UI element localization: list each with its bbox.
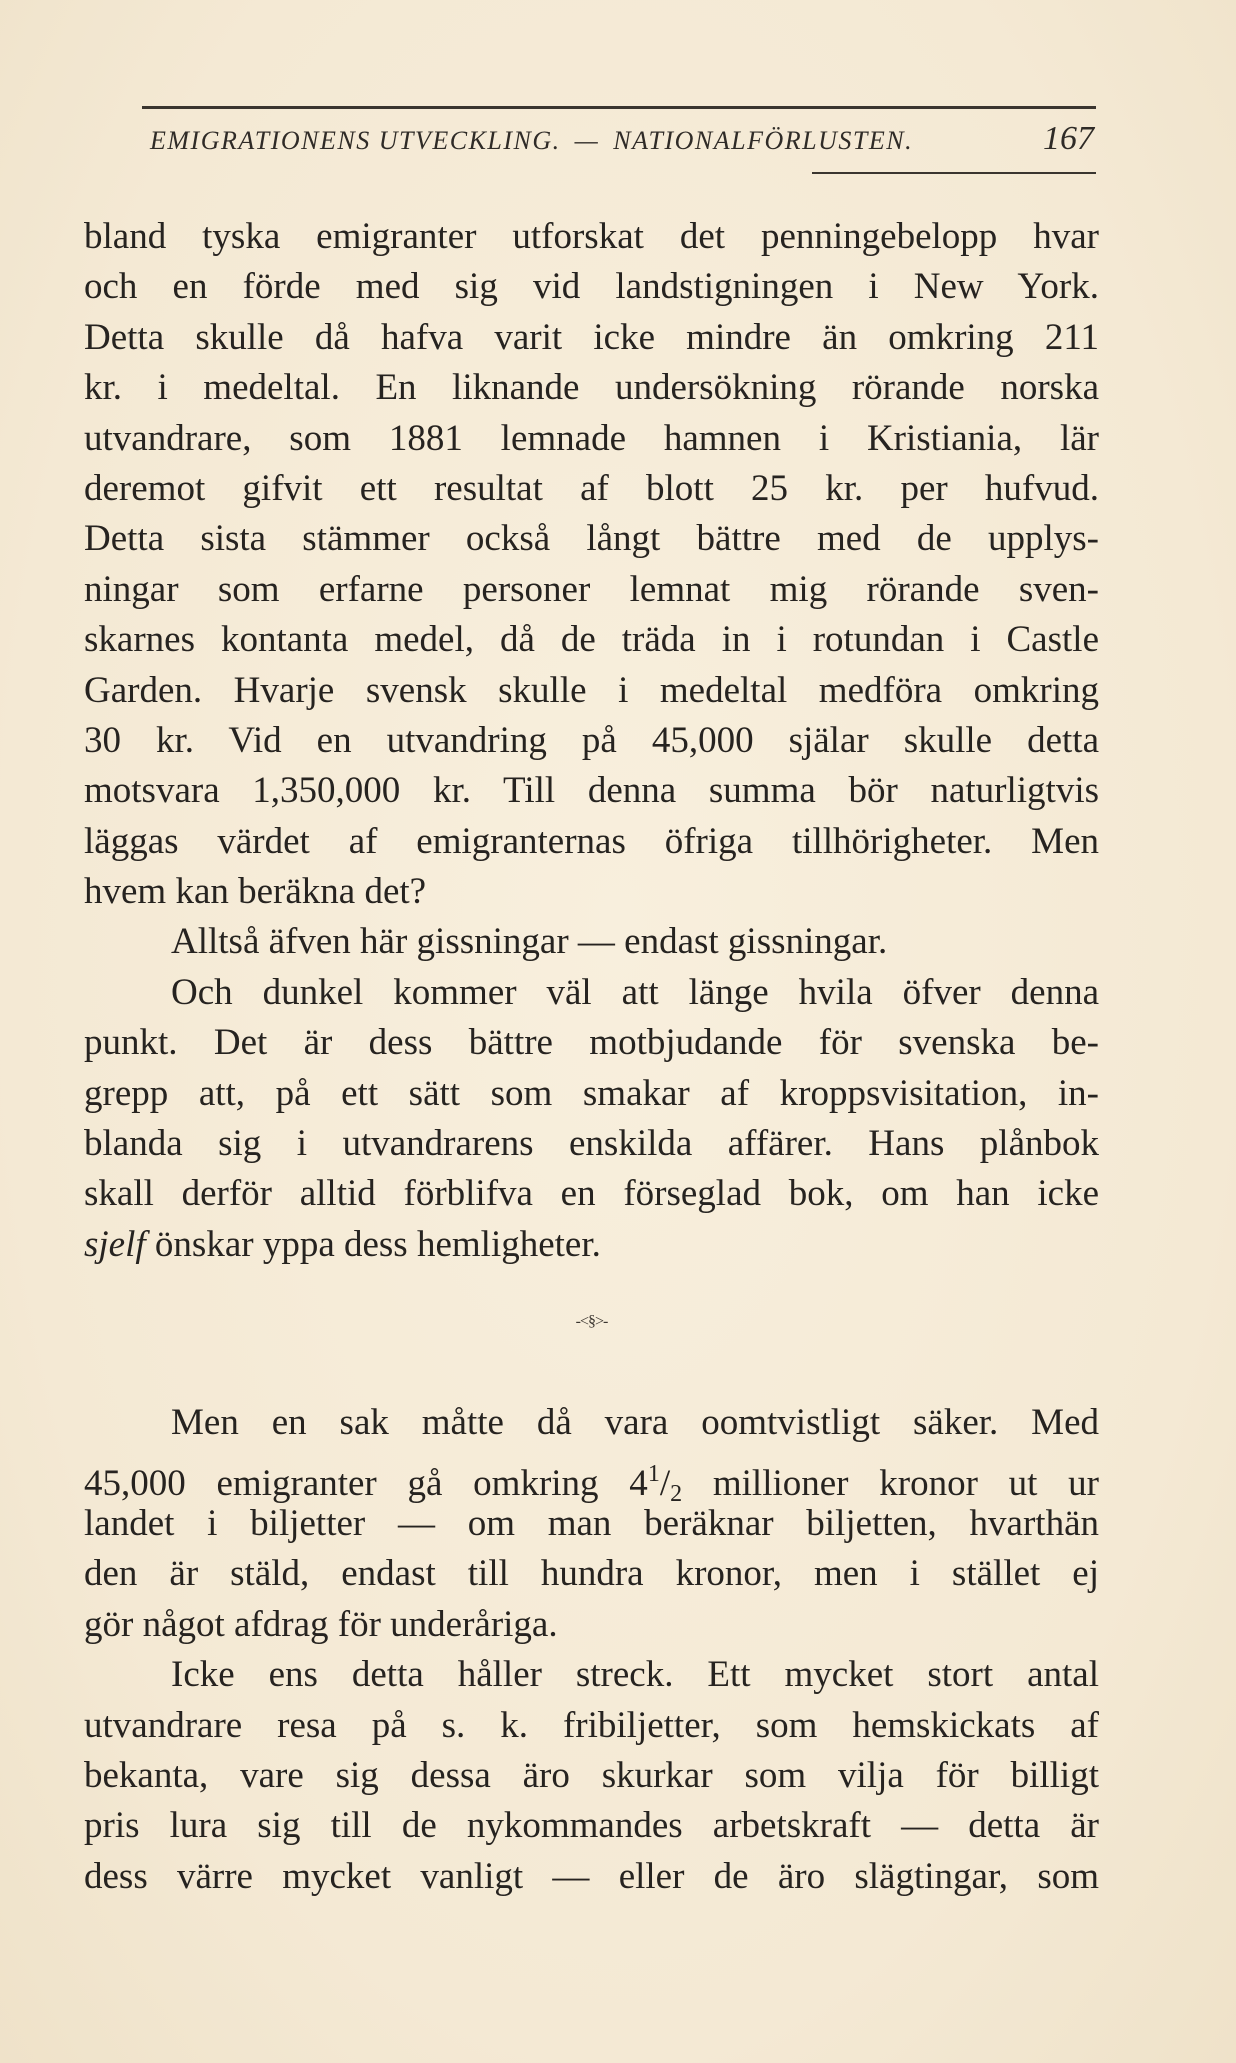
running-header (150, 120, 1094, 160)
header-rule-top (142, 106, 1096, 109)
text-line: den är stäld, endast till hundra kronor, men i stället ej (84, 1553, 1099, 1595)
text-line: kr. i medeltal. En liknande undersökning rörande norska (84, 367, 1099, 409)
header-right-title: NATIONALFÖRLUSTEN. (613, 126, 914, 155)
text-line: hvem kan beräkna det? (84, 871, 427, 913)
header-left-title: EMIGRATIONENS UTVECKLING. (150, 126, 561, 155)
text-line: pris lura sig till de nykommandes arbetskraft — detta är (84, 1805, 1099, 1847)
text-line: punkt. Det är dess bättre motbjudande för svenska be- (84, 1022, 1099, 1064)
fraction-numerator: 1 (647, 1460, 660, 1487)
text-line: landet i biljetter — om man beräknar biljetten, hvarthän (84, 1502, 1099, 1544)
text-line: Garden. Hvarje svensk skulle i medeltal medföra omkring (84, 669, 1099, 711)
text-line: bland tyska emigranter utforskat det penningebelopp hvar (84, 216, 1099, 257)
page-number: 167 (1043, 120, 1094, 157)
text-line: Men en sak måtte då vara oomtvistligt säker. Med (171, 1402, 1099, 1444)
running-title (150, 126, 913, 156)
text-line: Detta skulle då hafva varit icke mindre än omkring 211 (84, 316, 1099, 358)
text-line: deremot gifvit ett resultat af blott 25 kr. per hufvud. (84, 467, 1099, 509)
text-line: gör något afdrag för underåriga. (84, 1603, 558, 1645)
text-segment: önskar yppa dess hemligheter. (154, 1223, 601, 1265)
text-line: Icke ens detta håller streck. Ett mycket stort antal (171, 1654, 1099, 1696)
text-line: läggas värdet af emigranternas öfriga tillhörigheter. Men (84, 820, 1099, 862)
text-line: utvandrare resa på s. k. fribiljetter, som hemskickats af (84, 1704, 1099, 1746)
text-line: dess värre mycket vanligt — eller de äro slägtingar, som (84, 1855, 1099, 1897)
text-line: utvandrare, som 1881 lemnade hamnen i Kristiania, lär (84, 417, 1099, 459)
text-line: Och dunkel kommer väl att länge hvila öfver denna (171, 971, 1099, 1013)
fraction-slash: / (659, 1462, 671, 1504)
italic-word: sjelf (84, 1223, 146, 1265)
header-dash: — (574, 126, 600, 155)
text-line: grepp att, på ett sätt som smakar af kroppsvisitation, in- (84, 1072, 1099, 1114)
text-line: 30 kr. Vid en utvandring på 45,000 själar skulle detta (84, 719, 1099, 761)
text-line: skarnes kontanta medel, då de träda in i rotundan i Castle (84, 619, 1099, 661)
text-line: skall derför alltid förblifva en förseglad bok, om han icke (84, 1173, 1099, 1215)
text-line (84, 1220, 1099, 1270)
header-rule-bottom (812, 172, 1096, 174)
text-line: motsvara 1,350,000 kr. Till denna summa bör naturligtvis (84, 770, 1099, 812)
text-segment: millioner kronor ut ur (712, 1462, 1100, 1504)
body-text (84, 212, 1099, 1902)
section-ornament: -<§>- (575, 1313, 608, 1331)
text-segment: 45,000 emigranter gå omkring 4 (84, 1462, 648, 1504)
text-line: ningar som erfarne personer lemnat mig rörande sven- (84, 568, 1099, 610)
fraction-denominator: 2 (670, 1480, 683, 1507)
text-line: och en förde med sig vid landstigningen i New York. (84, 266, 1099, 308)
text-line: blanda sig i utvandrarens enskilda affärer. Hans plånbok (84, 1123, 1099, 1165)
text-line: bekanta, vare sig dessa äro skurkar som vilja för billigt (84, 1754, 1099, 1796)
text-line (84, 1449, 1100, 1507)
text-line: Detta sista stämmer också långt bättre med de upplys- (84, 518, 1099, 560)
text-line: Alltså äfven här gissningar — endast gissningar. (171, 921, 888, 963)
